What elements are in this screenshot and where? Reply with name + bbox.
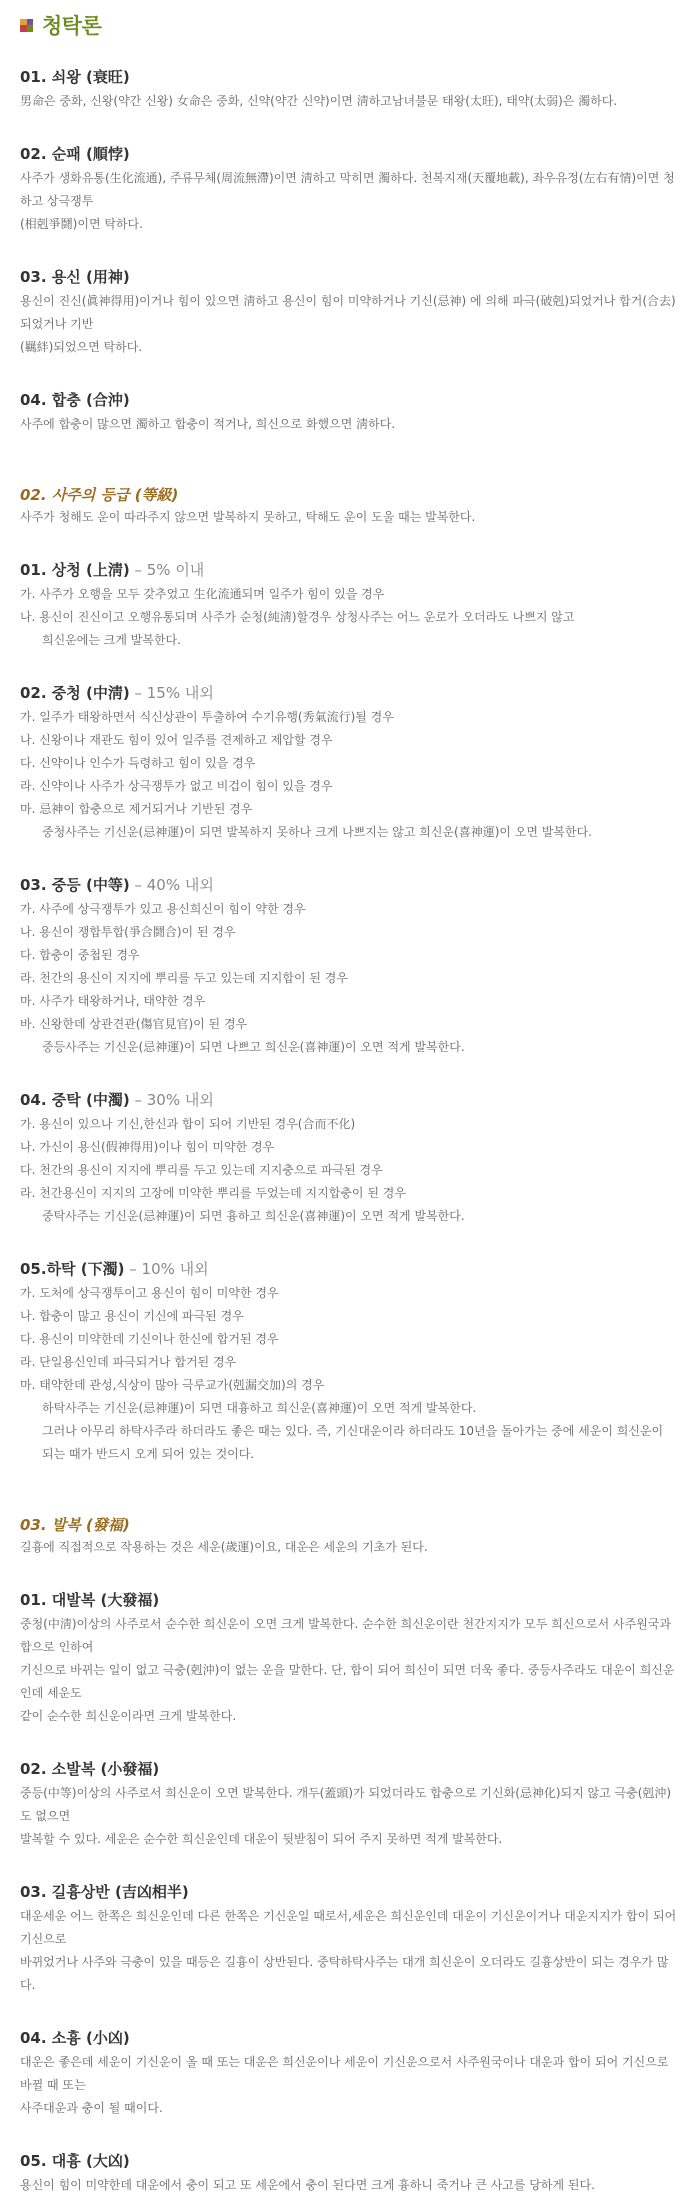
body-text-line: 대운은 좋은데 세운이 기신운이 올 때 또는 대운은 희신운이나 세운이 기신운으로서 사주원국이나 대운과 합이 되어 기신으로 바뀔 때 또는 bbox=[20, 2055, 669, 2092]
section-percentage-note: – 40% 내외 bbox=[129, 876, 214, 894]
body-text-line: 男命은 중화, 신왕(약간 신왕) 女命은 중화, 신약(약간 신약)이면 淸하고남녀불문 태왕(太旺), 태약(太弱)은 濁하다. bbox=[20, 94, 618, 108]
body-text-line: 나. 합충이 많고 용신이 기신에 파극된 경우 bbox=[20, 1309, 244, 1323]
body-text-line: (羈絆)되었으면 탁하다. bbox=[20, 340, 143, 354]
section-heading bbox=[20, 1881, 680, 1903]
indented-text-line: 중탁사주는 기신운(忌神運)이 되면 흉하고 희신운(喜神運)이 오면 적게 발복한다. bbox=[42, 1209, 465, 1223]
section-heading bbox=[20, 143, 680, 165]
section-heading-text: 04. 소흉 (小凶) bbox=[20, 2029, 130, 2047]
section-heading-text: 04. 합충 (合沖) bbox=[20, 391, 130, 409]
body-text-line: 나. 용신이 쟁합투합(爭合鬪合)이 된 경우 bbox=[20, 925, 236, 939]
body-text-line: 다. 신약이나 인수가 득령하고 힘이 있을 경우 bbox=[20, 756, 256, 770]
body-text-line: 대운세운 어느 한쪽은 희신운인데 다른 한쪽은 기신운일 때로서,세운은 희신운인데 대운이 기신운이거나 대운지지가 합이 되어 기신으로 bbox=[20, 1909, 677, 1946]
body-text-line: 다. 천간의 용신이 지지에 뿌리를 두고 있는데 지지충으로 파극된 경우 bbox=[20, 1163, 383, 1177]
section-heading bbox=[20, 2150, 680, 2172]
content-section bbox=[20, 1881, 680, 1997]
body-text-line: 바. 신왕한데 상관견관(傷官見官)이 된 경우 bbox=[20, 1017, 248, 1031]
body-text-line: (相剋爭鬪)이면 탁하다. bbox=[20, 217, 143, 231]
body-text-line: 발복할 수 있다. 세운은 순수한 희신운인데 대운이 뒷받침이 되어 주지 못하면 적게 발복한다. bbox=[20, 1832, 503, 1846]
content-section bbox=[20, 874, 680, 1059]
indented-text-line: 중등사주는 기신운(忌神運)이 되면 나쁘고 희신운(喜神運)이 오면 적게 발복한다. bbox=[42, 1040, 465, 1054]
section-percentage-note: – 5% 이내 bbox=[129, 561, 205, 579]
body-text-line: 다. 합충이 중첩된 경우 bbox=[20, 948, 140, 962]
body-text-line: 다. 용신이 미약한데 기신이나 한신에 합거된 경우 bbox=[20, 1332, 279, 1346]
body-text-line: 용신이 힘이 미약한데 대운에서 충이 되고 또 세운에서 충이 된다면 크게 흉하니 죽거나 큰 사고를 당하게 된다. bbox=[20, 2178, 595, 2192]
body-text-line: 라. 천간용신이 지지의 고장에 미약한 뿌리를 두었는데 지지합충이 된 경우 bbox=[20, 1186, 406, 1200]
section-heading bbox=[20, 559, 680, 581]
body-text-line: 나. 가신이 용신(假神得用)이나 힘이 미약한 경우 bbox=[20, 1140, 275, 1154]
body-text-line: 사주가 청해도 운이 따라주지 않으면 발복하지 못하고, 탁해도 운이 도울 때는 발복한다. bbox=[20, 510, 476, 524]
indented-text-line: 하탁사주는 기신운(忌神運)이 되면 대흉하고 희신운(喜神運)이 오면 적게 발복한다. bbox=[42, 1401, 477, 1415]
body-text-line: 라. 신약이나 사주가 상극쟁투가 없고 비겁이 힘이 있을 경우 bbox=[20, 779, 333, 793]
body-text-line: 중청(中淸)이상의 사주로서 순수한 희신운이 오면 크게 발복한다. 순수한 희신운이란 천간지지가 모두 희신으로서 사주원국과 합으로 인하여 bbox=[20, 1617, 671, 1654]
section-heading bbox=[20, 389, 680, 411]
body-text-line: 용신이 진신(眞神得用)이거나 힘이 있으면 淸하고 용신이 힘이 미약하거나 기신(忌神) 에 의해 파극(破剋)되었거나 합거(合去)되었거나 기반 bbox=[20, 294, 676, 331]
section-heading bbox=[20, 682, 680, 704]
section-heading bbox=[20, 1758, 680, 1780]
content-section bbox=[20, 1758, 680, 1851]
body-text-line: 가. 사주가 오행을 모두 갖추었고 生化流通되며 일주가 힘이 있을 경우 bbox=[20, 587, 385, 601]
colored-square-icon bbox=[20, 19, 33, 32]
chapter-heading: 03. 발복 (發福) bbox=[20, 1516, 130, 1534]
content-section bbox=[20, 1258, 680, 1466]
body-text-line: 사주에 합충이 많으면 濁하고 합충이 적거나, 희신으로 화했으면 淸하다. bbox=[20, 417, 396, 431]
section-percentage-note: – 10% 내외 bbox=[124, 1260, 209, 1278]
body-text-line: 라. 단일용신인데 파극되거나 합거된 경우 bbox=[20, 1355, 237, 1369]
section-heading bbox=[20, 1589, 680, 1611]
body-text-line: 사주대운과 충이 될 때이다. bbox=[20, 2101, 163, 2115]
body-text-line: 가. 일주가 태왕하면서 식신상관이 투출하여 수기유행(秀氣流行)될 경우 bbox=[20, 710, 394, 724]
section-heading-text: 03. 길흉상반 (吉凶相半) bbox=[20, 1883, 189, 1901]
body-text-line: 기신으로 바뀌는 일이 없고 극충(剋沖)이 없는 운을 말한다. 단, 합이 되어 희신이 되면 더욱 좋다. 중등사주라도 대운이 희신운인데 세운도 bbox=[20, 1663, 675, 1700]
section-percentage-note: – 15% 내외 bbox=[129, 684, 214, 702]
page-header bbox=[20, 10, 680, 40]
body-text-line: 마. 사주가 태왕하거나, 태약한 경우 bbox=[20, 994, 206, 1008]
chapter-section bbox=[20, 1514, 680, 1559]
content-section bbox=[20, 389, 680, 436]
section-percentage-note: – 30% 내외 bbox=[129, 1091, 214, 1109]
body-text-line: 가. 용신이 있으나 기신,한신과 합이 되어 기반된 경우(合而不化) bbox=[20, 1117, 356, 1131]
section-heading-text: 01. 상청 (上淸) bbox=[20, 561, 130, 579]
section-heading-text: 05. 대흉 (大凶) bbox=[20, 2152, 130, 2170]
section-heading-text: 02. 중청 (中淸) bbox=[20, 684, 130, 702]
section-heading-text: 01. 쇠왕 (衰旺) bbox=[20, 68, 130, 86]
indented-text-line: 되는 때가 반드시 오게 되어 있는 것이다. bbox=[42, 1447, 255, 1461]
content-section bbox=[20, 559, 680, 652]
body-text-line: 라. 천간의 용신이 지지에 뿌리를 두고 있는데 지지합이 된 경우 bbox=[20, 971, 348, 985]
body-text-line: 사주가 생화유통(生化流通), 주류무체(周流無滯)이면 淸하고 막히면 濁하다. 천복지재(天覆地載), 좌우유정(左右有情)이면 청하고 상극쟁투 bbox=[20, 171, 675, 208]
content-section bbox=[20, 2027, 680, 2120]
content-section bbox=[20, 2150, 680, 2197]
page-title: 청탁론 bbox=[42, 14, 102, 38]
section-heading-text: 05.하탁 (下濁) bbox=[20, 1260, 125, 1278]
section-heading bbox=[20, 2027, 680, 2049]
section-heading-text: 03. 용신 (用神) bbox=[20, 268, 130, 286]
indented-text-line: 중청사주는 기신운(忌神運)이 되면 발복하지 못하나 크게 나쁘지는 않고 희신운(喜神運)이 오면 발복한다. bbox=[42, 825, 593, 839]
section-heading bbox=[20, 1258, 680, 1280]
body-text-line: 마. 忌神이 합충으로 제거되거나 기반된 경우 bbox=[20, 802, 253, 816]
section-heading bbox=[20, 66, 680, 88]
section-heading-text: 01. 대발복 (大發福) bbox=[20, 1591, 160, 1609]
section-heading bbox=[20, 266, 680, 288]
body-text-line: 가. 사주에 상극쟁투가 있고 용신희신이 힘이 약한 경우 bbox=[20, 902, 306, 916]
section-heading-text: 03. 중등 (中等) bbox=[20, 876, 130, 894]
indented-text-line: 희신운에는 크게 발복한다. bbox=[42, 633, 181, 647]
body-text-line: 중등(中等)이상의 사주로서 희신운이 오면 발복한다. 개두(蓋頭)가 되었더라도 합충으로 기신화(忌神化)되지 않고 극충(剋沖)도 없으면 bbox=[20, 1786, 672, 1823]
section-heading bbox=[20, 1089, 680, 1111]
content-section bbox=[20, 266, 680, 359]
section-heading bbox=[20, 874, 680, 896]
body-text-line: 마. 태약한데 관성,식상이 많아 극루교가(剋漏交加)의 경우 bbox=[20, 1378, 325, 1392]
content-section bbox=[20, 143, 680, 236]
indented-text-line: 그러나 아무리 하탁사주라 하더라도 좋은 때는 있다. 즉, 기신대운이라 하더라도 10년을 돌아가는 중에 세운이 희신운이 bbox=[42, 1424, 664, 1438]
body-text-line: 가. 도처에 상극쟁투이고 용신이 힘이 미약한 경우 bbox=[20, 1286, 279, 1300]
content-section bbox=[20, 1589, 680, 1728]
section-heading-text: 02. 소발복 (小發福) bbox=[20, 1760, 160, 1778]
body-text-line: 길흉에 직접적으로 작용하는 것은 세운(歲運)이요, 대운은 세운의 기초가 된다. bbox=[20, 1540, 428, 1554]
content-section bbox=[20, 66, 680, 113]
content-sections bbox=[20, 66, 680, 2197]
content-section bbox=[20, 1089, 680, 1228]
body-text-line: 바뀌었거나 사주와 극충이 있을 때등은 길흉이 상반된다. 중탁하탁사주는 대개 희신운이 오더라도 길흉상반이 되는 경우가 많다. bbox=[20, 1955, 669, 1992]
section-heading-text: 04. 중탁 (中濁) bbox=[20, 1091, 130, 1109]
body-text-line: 같이 순수한 희신운이라면 크게 발복한다. bbox=[20, 1709, 237, 1723]
body-text-line: 나. 용신이 진신이고 오행유통되며 사주가 순청(純淸)할경우 상청사주는 어느 운로가 오더라도 나쁘지 않고 bbox=[20, 610, 575, 624]
chapter-heading: 02. 사주의 등급 (等級) bbox=[20, 486, 179, 504]
content-section bbox=[20, 682, 680, 844]
chapter-section bbox=[20, 484, 680, 529]
section-heading-text: 02. 순패 (順悖) bbox=[20, 145, 130, 163]
body-text-line: 나. 신왕이나 재관도 힘이 있어 일주를 견제하고 제압할 경우 bbox=[20, 733, 333, 747]
